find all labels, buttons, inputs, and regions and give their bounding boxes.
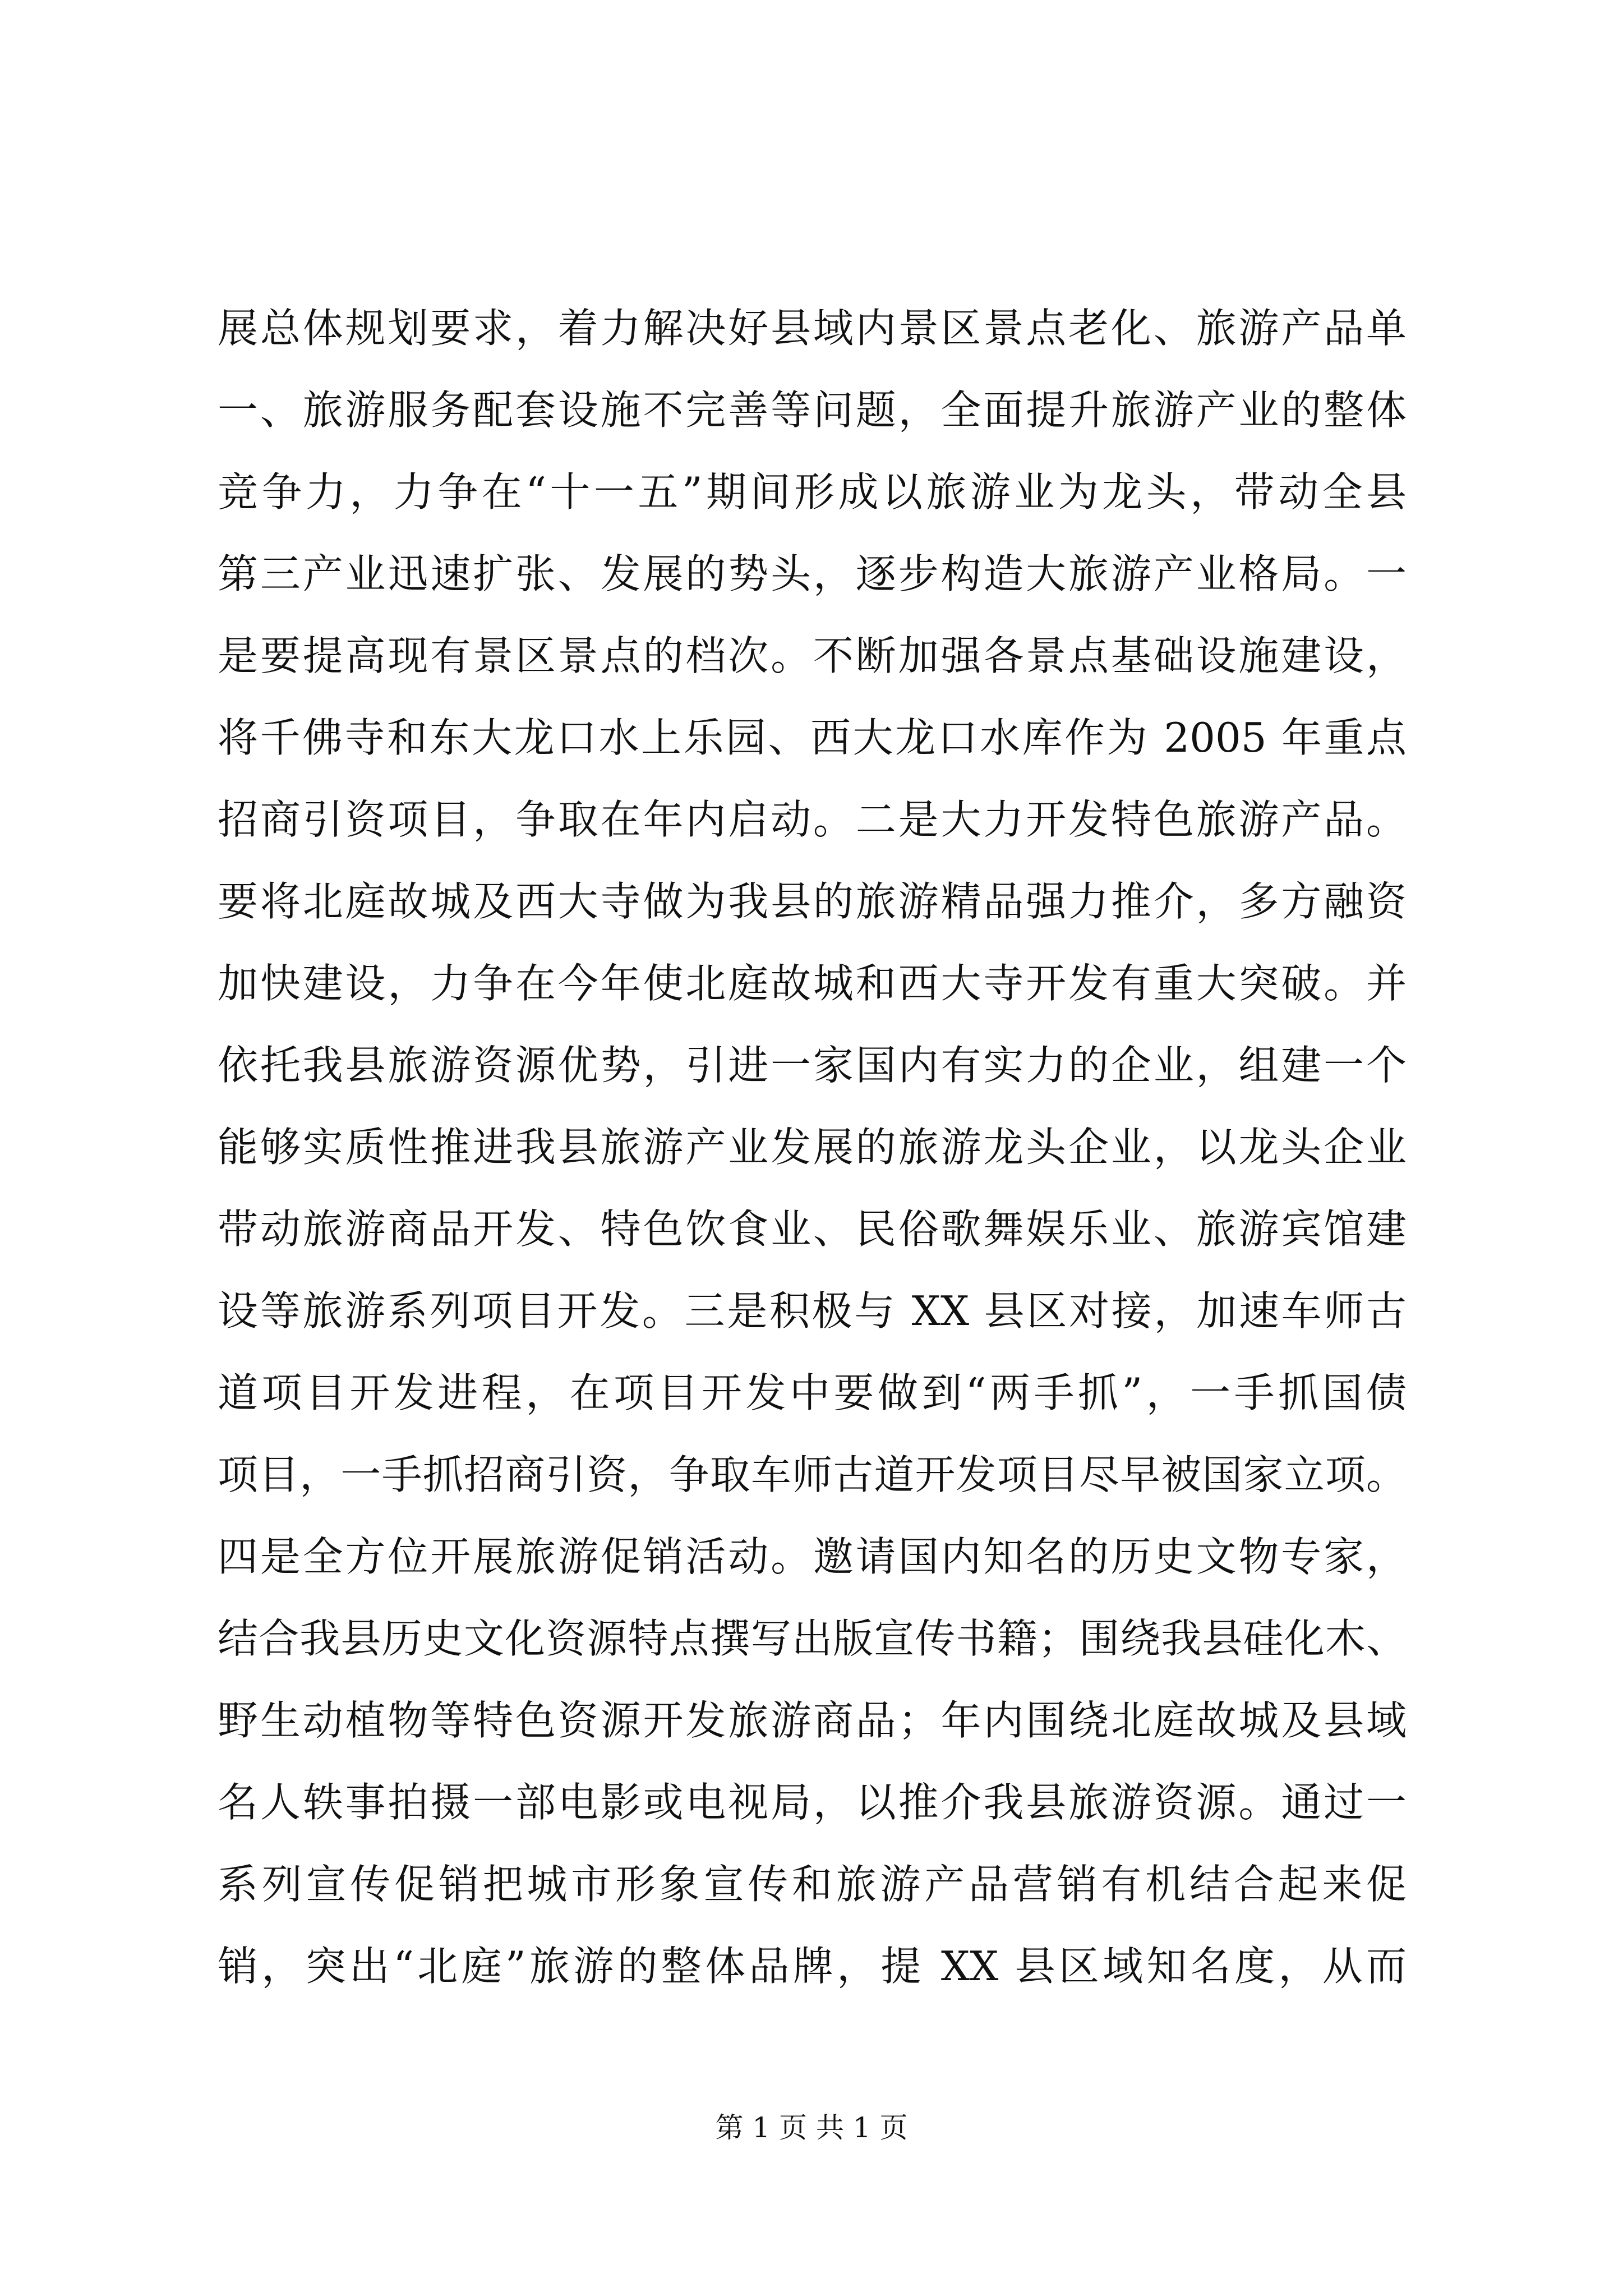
text-line: 销，突出“北庭”旅游的整体品牌，提 XX 县区域知名度，从而 [218,1943,1407,1990]
text-line: 招商引资项目，争取在年内启动。二是大力开发特色旅游产品。 [218,796,1407,843]
text-line: 能够实质性推进我县旅游产业发展的旅游龙头企业，以龙头企业 [218,1124,1407,1171]
text-line: 加快建设，力争在今年使北庭故城和西大寺开发有重大突破。并 [218,960,1407,1007]
text-line: 将千佛寺和东大龙口水上乐园、西大龙口水库作为 2005 年重点 [218,714,1407,761]
body-paragraph [218,287,1407,2007]
text-line: 结合我县历史文化资源特点撰写出版宣传书籍；围绕我县硅化木、 [218,1615,1407,1662]
text-line: 是要提高现有景区景点的档次。不断加强各景点基础设施建设， [218,632,1407,679]
text-line: 竞争力，力争在“十一五”期间形成以旅游业为龙头，带动全县 [218,468,1407,516]
text-line: 项目，一手抓招商引资，争取车师古道开发项目尽早被国家立项。 [218,1451,1407,1498]
text-line: 要将北庭故城及西大寺做为我县的旅游精品强力推介，多方融资 [218,878,1407,925]
text-line: 展总体规划要求，着力解决好县域内景区景点老化、旅游产品单 [218,305,1407,352]
text-line: 一、旅游服务配套设施不完善等问题，全面提升旅游产业的整体 [218,386,1407,434]
text-line: 名人轶事拍摄一部电影或电视局，以推介我县旅游资源。通过一 [218,1779,1407,1826]
text-line: 设等旅游系列项目开发。三是积极与 XX 县区对接，加速车师古 [218,1287,1407,1335]
text-line: 依托我县旅游资源优势，引进一家国内有实力的企业，组建一个 [218,1042,1407,1089]
page-footer: 第 1 页 共 1 页 [715,2111,908,2144]
text-line: 四是全方位开展旅游促销活动。邀请国内知名的历史文物专家， [218,1533,1407,1580]
text-line: 带动旅游商品开发、特色饮食业、民俗歌舞娱乐业、旅游宾馆建 [218,1205,1407,1253]
text-line: 系列宣传促销把城市形象宣传和旅游产品营销有机结合起来促 [218,1861,1407,1908]
text-line: 第三产业迅速扩张、发展的势头，逐步构造大旅游产业格局。一 [218,550,1407,597]
text-line: 道项目开发进程，在项目开发中要做到“两手抓”，一手抓国债 [218,1369,1407,1416]
text-line: 野生动植物等特色资源开发旅游商品；年内围绕北庭故城及县域 [218,1697,1407,1744]
